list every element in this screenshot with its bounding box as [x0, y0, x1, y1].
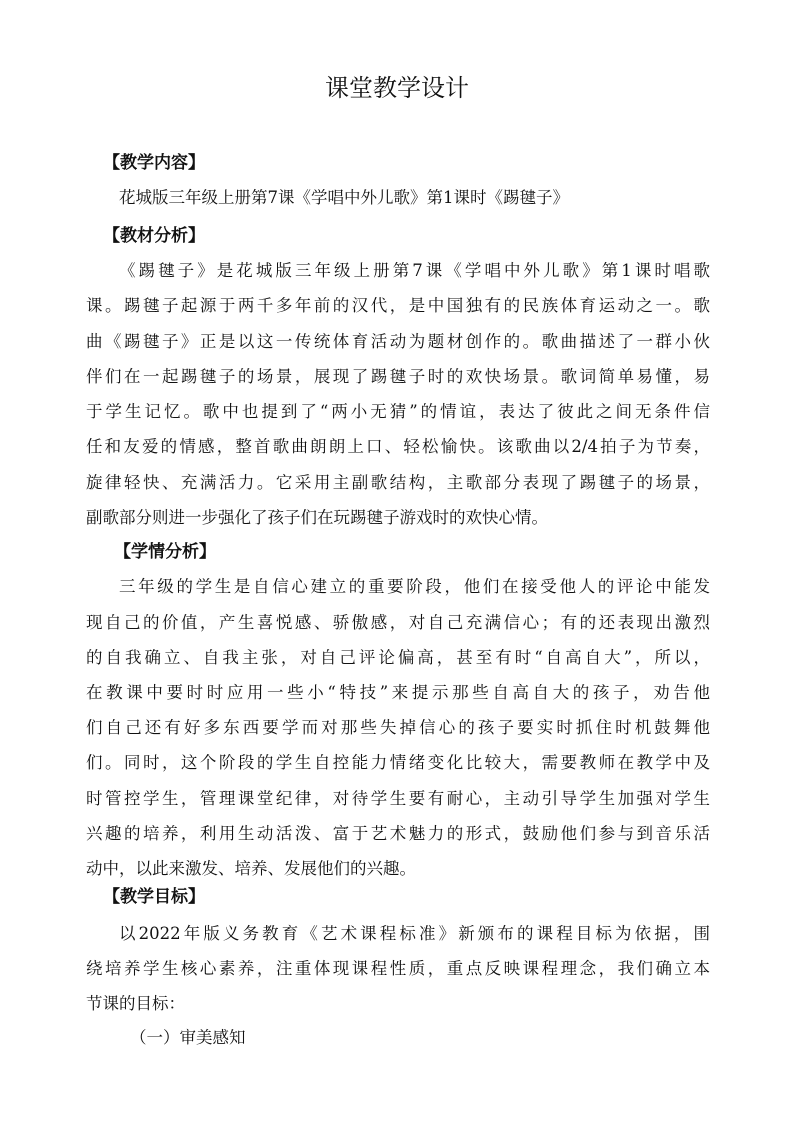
material-analysis-line: 课。踢毽子起源于两千多年前的汉代，是中国独有的民族体育运动之一。歌 [86, 296, 710, 315]
student-analysis-line: 时管控学生，管理课堂纪律，对待学生要有耐心，主动引导学生加强对学生 [86, 789, 710, 808]
teaching-goals-line: 以2022年版义务教育《艺术课程标准》新颁布的课程目标为依据，围 [119, 924, 710, 943]
student-analysis-line: 兴趣的培养，利用生动活泼、富于艺术魅力的形式，鼓励他们参与到音乐活 [86, 824, 710, 843]
student-analysis-line: 动中，以此来激发、培养、发展他们的兴趣。 [86, 859, 416, 878]
material-analysis-line: 旋律轻快、充满活力。它采用主副歌结构，主歌部分表现了踢毽子的场景， [86, 473, 710, 492]
material-analysis-line: 任和友爱的情感，整首歌曲朗朗上口、轻松愉快。该歌曲以2/4拍子为节奏， [86, 437, 710, 456]
student-analysis-line: 的自我确立、自我主张，对自己评论偏高，甚至有时“自高自大”，所以， [86, 648, 710, 667]
material-analysis-line: 曲《踢毽子》正是以这一传统体育活动为题材创作的。歌曲描述了一群小伙 [86, 332, 710, 351]
teaching-goals-line: 节课的目标： [86, 994, 185, 1013]
section-heading-teaching-goals: 【教学目标】 [103, 887, 205, 907]
section-heading-teaching-content: 【教学内容】 [103, 153, 205, 173]
material-analysis-line: 《踢毽子》是花城版三年级上册第7课《学唱中外儿歌》第1课时唱歌 [119, 261, 710, 280]
section-heading-student-analysis: 【学情分析】 [114, 542, 216, 562]
goal-subheading-aesthetic-perception: （一）审美感知 [130, 1028, 246, 1047]
student-analysis-line: 们自己还有好多东西要学而对那些失掉信心的孩子要实时抓住时机鼓舞他 [86, 718, 710, 737]
student-analysis-line: 在教课中要时时应用一些小“特技”来提示那些自高自大的孩子，劝告他 [86, 683, 710, 702]
student-analysis-line: 三年级的学生是自信心建立的重要阶段，他们在接受他人的评论中能发 [119, 577, 710, 596]
material-analysis-line: 副歌部分则进一步强化了孩子们在玩踢毽子游戏时的欢快心情。 [86, 508, 548, 527]
material-analysis-line: 于学生记忆。歌中也提到了“两小无猜”的情谊，表达了彼此之间无条件信 [86, 402, 710, 421]
section-heading-material-analysis: 【教材分析】 [103, 226, 205, 246]
teaching-content-text: 花城版三年级上册第7课《学唱中外儿歌》第1课时《踢毽子》 [119, 188, 569, 207]
student-analysis-line: 们。同时，这个阶段的学生自控能力情绪变化比较大，需要教师在教学中及 [86, 753, 710, 772]
material-analysis-line: 伴们在一起踢毽子的场景，展现了踢毽子时的欢快场景。歌词简单易懂，易 [86, 367, 710, 386]
page-title: 课堂教学设计 [325, 74, 469, 102]
student-analysis-line: 现自己的价值，产生喜悦感、骄傲感，对自己充满信心；有的还表现出激烈 [86, 613, 710, 632]
teaching-goals-line: 绕培养学生核心素养，注重体现课程性质，重点反映课程理念，我们确立本 [86, 959, 710, 978]
